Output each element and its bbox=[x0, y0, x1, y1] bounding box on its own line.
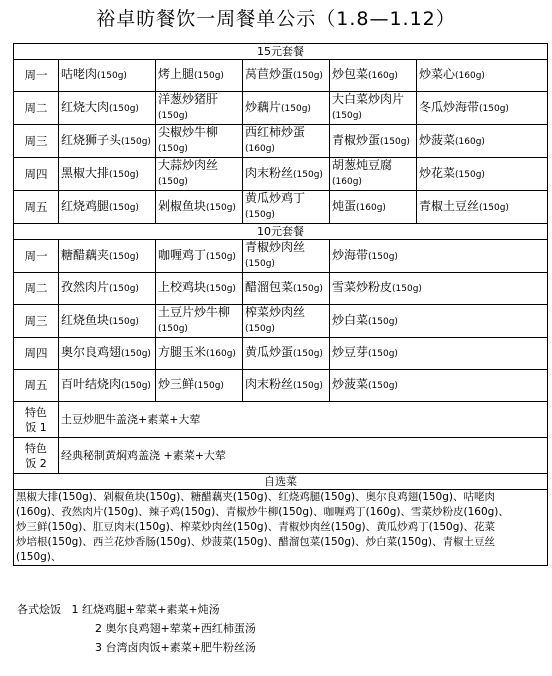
set10-row bbox=[14, 240, 548, 273]
assorted-item: 1 红烧鸡腿+荤菜+素菜+炖汤 bbox=[71, 603, 220, 616]
set10-row bbox=[14, 338, 548, 370]
set10-dish: 孜然肉片(150g) bbox=[59, 273, 156, 305]
set15-dish: 尖椒炒牛柳(150g) bbox=[156, 125, 243, 158]
assorted-item: 3 台湾卤肉饭+素菜+肥牛粉丝汤 bbox=[95, 641, 256, 654]
set15-day: 周五 bbox=[14, 191, 59, 224]
set10-row bbox=[14, 273, 548, 305]
set10-day: 周五 bbox=[14, 370, 59, 402]
set15-dish: 冬瓜炒海带(150g) bbox=[417, 92, 548, 125]
set10-dish: 上校鸡块(150g) bbox=[156, 273, 243, 305]
set10-dish: 榨菜炒肉丝(150g) bbox=[243, 305, 330, 338]
set15-dish: 红烧狮子头(150g) bbox=[59, 125, 156, 158]
set15-row bbox=[14, 158, 548, 191]
optional-line: 黑椒大排(150g)、剁椒鱼块(150g)、糖醋藕夹(150g)、红烧鸡腿(150g)、奥尔良鸡翅(150g)、咕咾肉 bbox=[16, 491, 495, 503]
set10-dish: 百叶结烧肉(150g) bbox=[59, 370, 156, 402]
set15-day: 周二 bbox=[14, 92, 59, 125]
set10-row bbox=[14, 370, 548, 402]
set10-row bbox=[14, 305, 548, 338]
set10-dish: 炒白菜(150g) bbox=[330, 305, 548, 338]
set15-dish: 炒菜心(160g) bbox=[417, 60, 548, 92]
set15-dish: 西红柿炒蛋(160g) bbox=[243, 125, 330, 158]
special-1-label: 特色 饭 1 bbox=[14, 402, 59, 438]
set15-day: 周三 bbox=[14, 125, 59, 158]
set15-row bbox=[14, 125, 548, 158]
set15-dish: 炒包菜(160g) bbox=[330, 60, 417, 92]
set15-dish: 青椒炒蛋(150g) bbox=[330, 125, 417, 158]
set10-day: 周三 bbox=[14, 305, 59, 338]
set15-dish: 炖蛋(160g) bbox=[330, 191, 417, 224]
set15-dish: 红烧鸡腿(150g) bbox=[59, 191, 156, 224]
page-title: 裕卓昉餐饮一周餐单公示（1.8—1.12） bbox=[96, 8, 456, 30]
set15-row bbox=[14, 92, 548, 125]
set10-dish: 醋溜包菜(150g) bbox=[243, 273, 330, 305]
set10-dish: 土豆片炒牛柳(150g) bbox=[156, 305, 243, 338]
optional-line: (160g)、孜然肉片(150g)、辣子鸡(150g)、青椒炒牛柳(150g)、咖喱鸡丁(160g)、雪菜炒粉皮(160g)、 bbox=[16, 506, 509, 518]
set15-row bbox=[14, 191, 548, 224]
set15-day: 周一 bbox=[14, 60, 59, 92]
set15-dish: 炒藕片(150g) bbox=[243, 92, 330, 125]
menu-table bbox=[13, 43, 548, 566]
set10-dish: 奥尔良鸡翅(150g) bbox=[59, 338, 156, 370]
set15-dish: 大蒜炒肉丝(150g) bbox=[156, 158, 243, 191]
set15-dish: 咕咾肉(150g) bbox=[59, 60, 156, 92]
set15-day: 周四 bbox=[14, 158, 59, 191]
set15-dish: 炒菠菜(160g) bbox=[417, 125, 548, 158]
assorted-label: 各式烩饭 bbox=[17, 603, 61, 616]
set15-heading: 15元套餐 bbox=[14, 44, 548, 60]
set10-dish: 咖喱鸡丁(150g) bbox=[156, 240, 243, 273]
set15-dish: 莴苣炒蛋(150g) bbox=[243, 60, 330, 92]
set10-day: 周二 bbox=[14, 273, 59, 305]
set10-dish: 炒海带(150g) bbox=[330, 240, 548, 273]
special-2-text: 经典秘制黄焖鸡盖浇 +素菜+大荤 bbox=[59, 438, 548, 474]
optional-line: 炒三鲜(150g)、肛豆肉末(150g)、榨菜炒肉丝(150g)、青椒炒肉丝(150g)、黄瓜炒鸡丁(150g)、花菜 bbox=[16, 521, 495, 533]
set10-day: 周四 bbox=[14, 338, 59, 370]
set10-day: 周一 bbox=[14, 240, 59, 273]
set15-dish: 胡葱炖豆腐(160g) bbox=[330, 158, 417, 191]
set10-dish: 炒三鲜(150g) bbox=[156, 370, 243, 402]
set15-dish: 肉末粉丝(150g) bbox=[243, 158, 330, 191]
assorted-item: 2 奥尔良鸡翅+荤菜+西红柿蛋汤 bbox=[95, 622, 256, 635]
set10-dish: 肉末粉丝(150g) bbox=[243, 370, 330, 402]
set15-dish: 黄瓜炒鸡丁(150g) bbox=[243, 191, 330, 224]
special-2-label: 特色 饭 2 bbox=[14, 438, 59, 474]
special-1-text: 土豆炒肥牛盖浇+素菜+大荤 bbox=[59, 402, 548, 438]
optional-dishes bbox=[14, 490, 548, 566]
set10-dish: 黄瓜炒蛋(150g) bbox=[243, 338, 330, 370]
set10-rows bbox=[14, 240, 548, 402]
set15-dish: 剁椒鱼块(150g) bbox=[156, 191, 243, 224]
optional-line: (150g)、 bbox=[16, 551, 62, 563]
set10-dish: 青椒炒肉丝(150g) bbox=[243, 240, 330, 273]
optional-line: 炒培根(150g)、西兰花炒香肠(150g)、炒菠菜(150g)、醋溜包菜(150g)、炒白菜(150g)、青椒土豆丝 bbox=[16, 536, 495, 548]
set10-dish: 炒菠菜(150g) bbox=[330, 370, 548, 402]
set15-dish: 烤上腿(150g) bbox=[156, 60, 243, 92]
set15-dish: 洋葱炒猪肝(150g) bbox=[156, 92, 243, 125]
set15-dish: 炒花菜(150g) bbox=[417, 158, 548, 191]
assorted-rice-section bbox=[17, 600, 545, 657]
set10-dish: 雪菜炒粉皮(150g) bbox=[330, 273, 548, 305]
set15-dish: 红烧大肉(150g) bbox=[59, 92, 156, 125]
set15-dish: 大白菜炒肉片(150g) bbox=[330, 92, 417, 125]
set10-dish: 炒豆芽(150g) bbox=[330, 338, 548, 370]
set15-row bbox=[14, 60, 548, 92]
set15-dish: 黑椒大排(150g) bbox=[59, 158, 156, 191]
set15-rows bbox=[14, 60, 548, 224]
optional-heading: 自选菜 bbox=[14, 474, 548, 490]
set10-dish: 方腿玉米(160g) bbox=[156, 338, 243, 370]
set10-heading: 10元套餐 bbox=[14, 224, 548, 240]
set10-dish: 糖醋藕夹(150g) bbox=[59, 240, 156, 273]
set15-dish: 青椒土豆丝(150g) bbox=[417, 191, 548, 224]
set10-dish: 红烧鱼块(150g) bbox=[59, 305, 156, 338]
